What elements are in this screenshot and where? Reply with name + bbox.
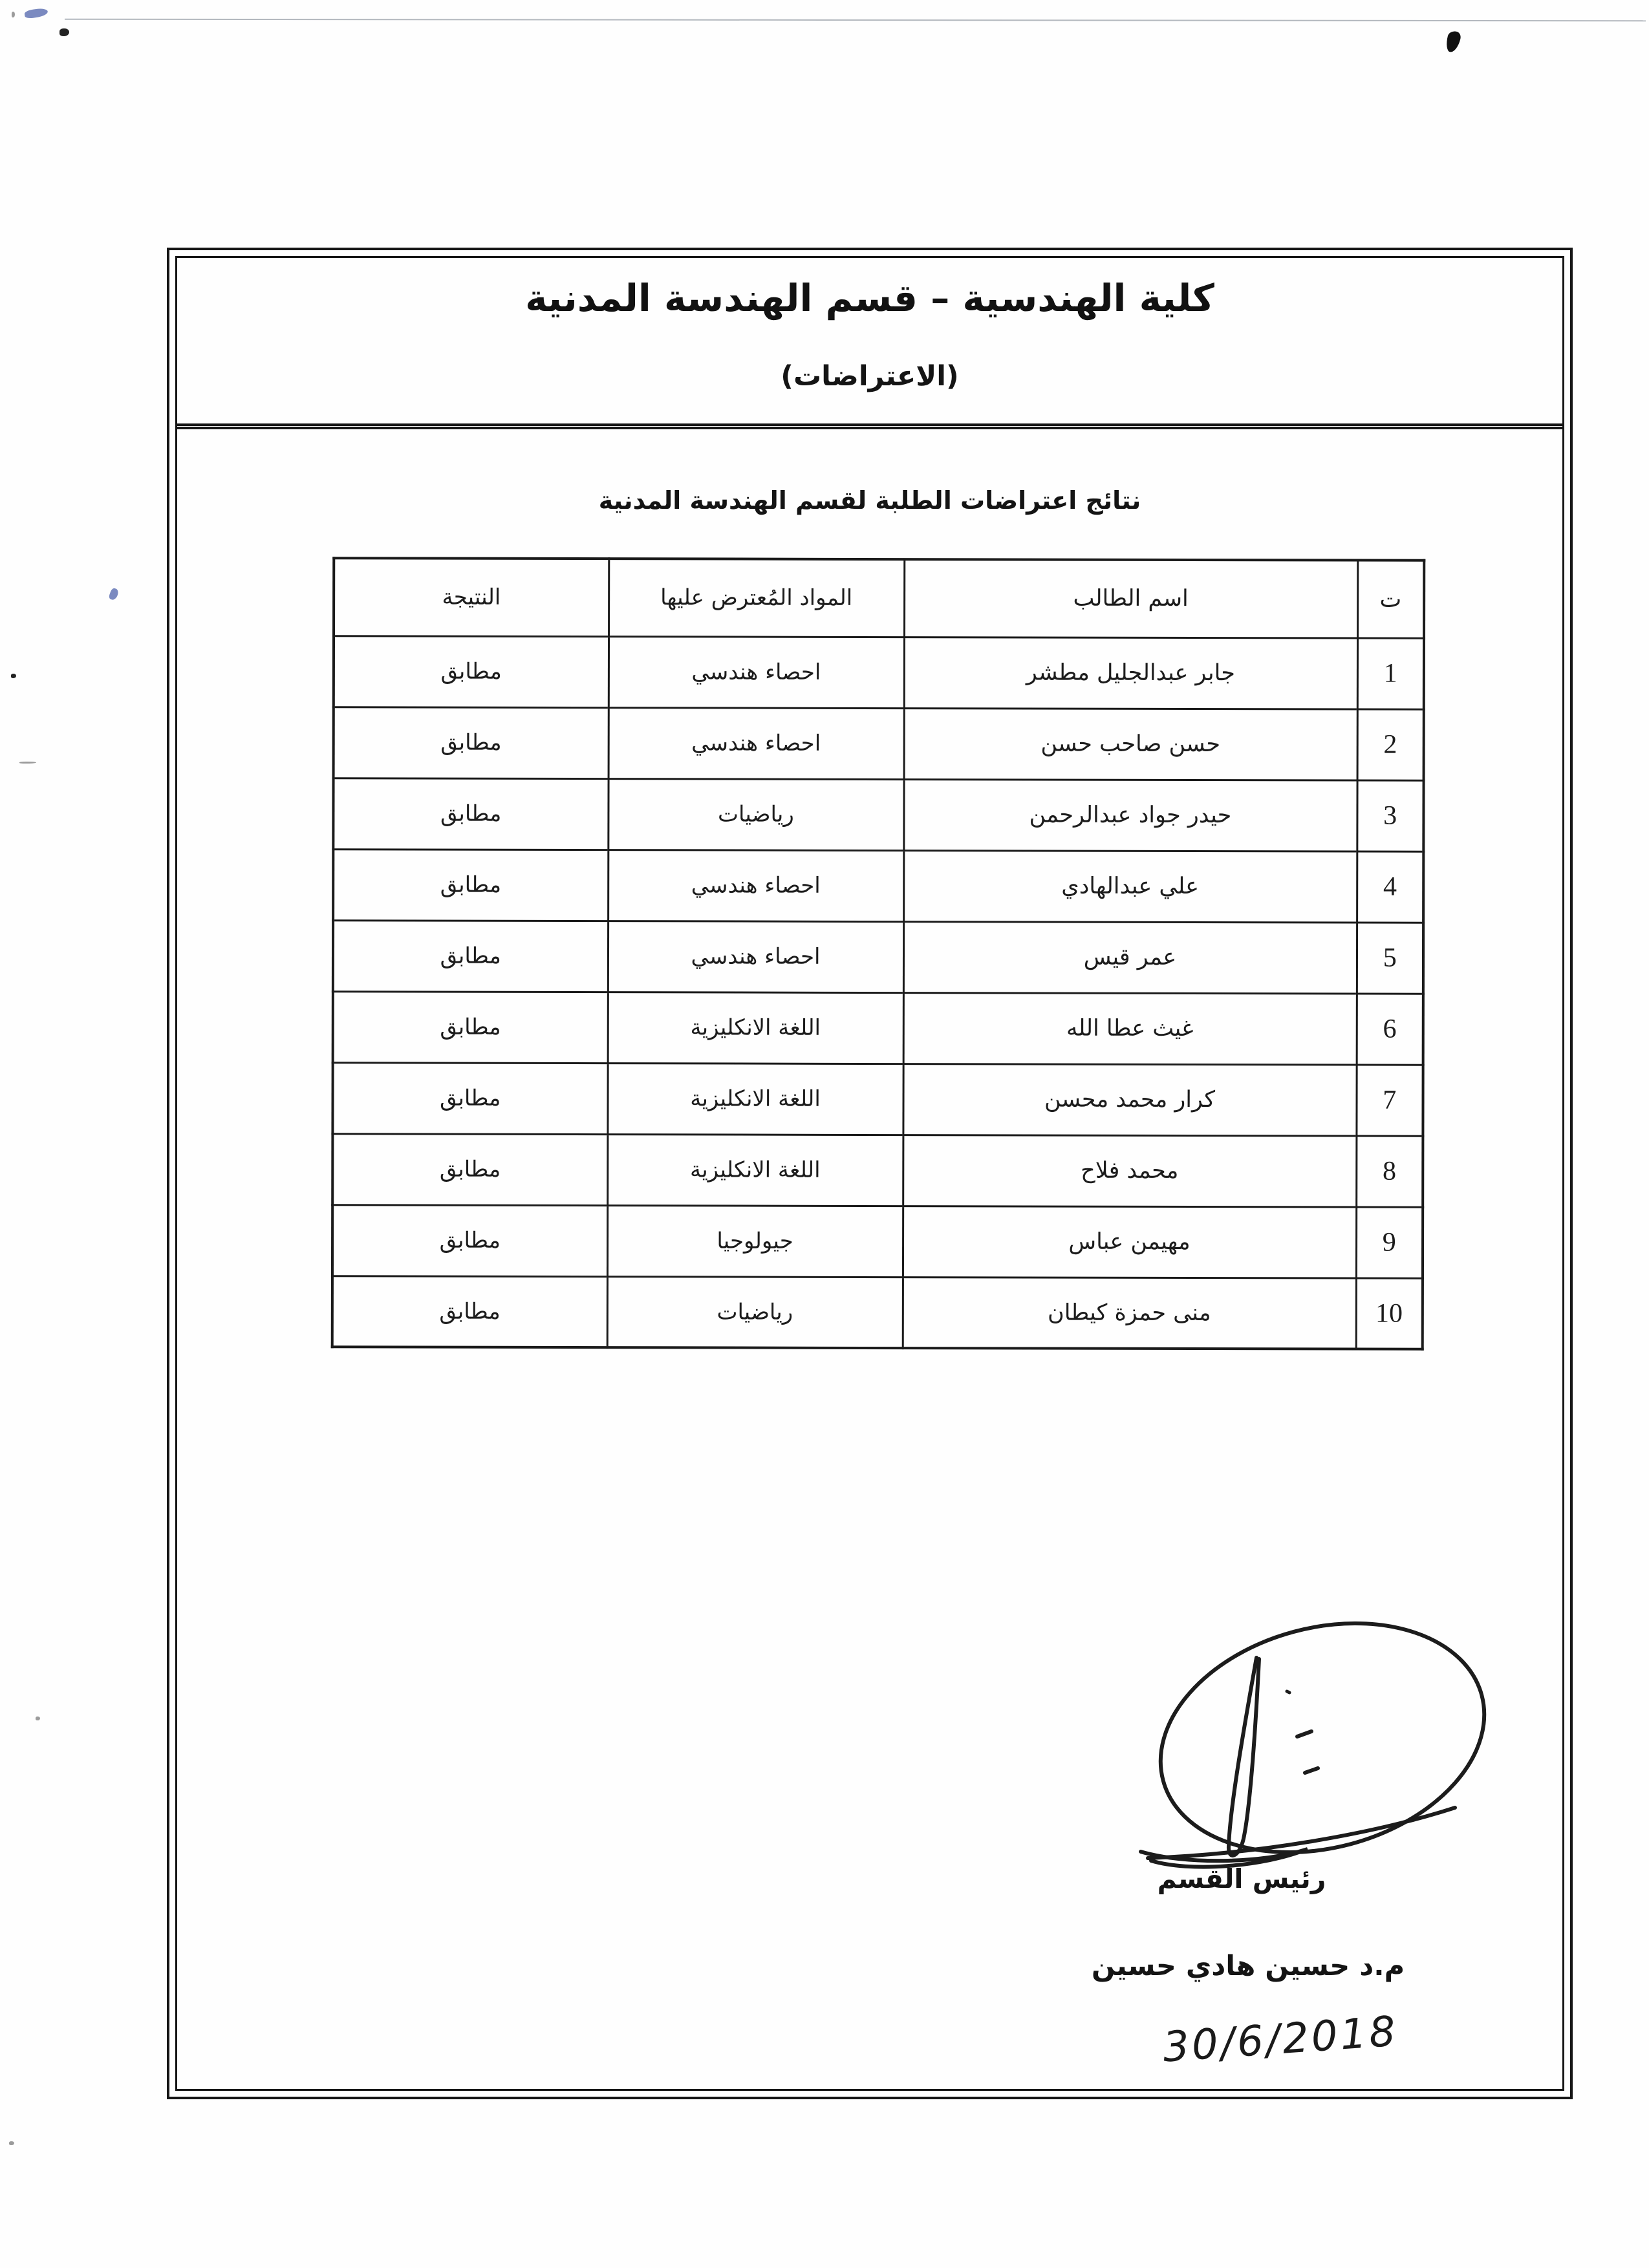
student-name: حيدر جواد عبدالرحمن [903, 779, 1357, 851]
results-table-body [332, 636, 1424, 1349]
table-title: نتائج اعتراضات الطلبة لقسم الهندسة المدنية [598, 486, 1141, 515]
objection-result: مطابق [333, 849, 608, 921]
handwritten-signature [1093, 1575, 1507, 1879]
row-index: 1 [1357, 638, 1424, 709]
student-name: كرار محمد محسن [903, 1064, 1356, 1135]
row-index: 8 [1356, 1136, 1423, 1207]
signature-date: 30/6/2018 [1161, 2007, 1400, 2072]
row-index: 10 [1356, 1278, 1423, 1349]
table-row [333, 778, 1423, 851]
objected-subject: رياضيات [607, 1276, 903, 1348]
objected-subject: اللغة الانكليزية [607, 1134, 903, 1206]
objected-subject: اللغة الانكليزية [607, 1063, 903, 1135]
table-row [332, 1133, 1423, 1207]
table-row [333, 991, 1423, 1065]
student-name: جابر عبدالجليل مطشر [904, 637, 1357, 709]
column-header-result: النتيجة [334, 558, 609, 636]
objection-result: مطابق [332, 1276, 607, 1347]
objected-subject: احصاء هندسي [608, 850, 903, 921]
column-header-index: ت [1357, 561, 1424, 638]
scan-speck [36, 1717, 40, 1720]
row-index: 7 [1356, 1065, 1423, 1136]
row-index: 4 [1357, 851, 1423, 923]
objection-result: مطابق [333, 920, 608, 992]
objected-subject: احصاء هندسي [609, 707, 904, 779]
scan-speck [59, 28, 69, 36]
objection-result: مطابق [332, 1204, 607, 1276]
row-index: 3 [1357, 780, 1423, 851]
table-row [332, 1276, 1423, 1349]
ink-drop-mark [1444, 30, 1461, 54]
objection-result: مطابق [333, 991, 608, 1063]
signer-name: م.د حسين هادي حسين [1091, 1950, 1405, 1982]
scan-hairline [65, 19, 1646, 22]
row-index: 9 [1356, 1207, 1423, 1278]
header-divider [177, 423, 1562, 429]
table-row [334, 636, 1424, 709]
table-row [333, 849, 1423, 923]
scan-speck [12, 12, 15, 17]
objected-subject: احصاء هندسي [608, 921, 903, 992]
student-name: علي عبدالهادي [903, 850, 1357, 922]
results-table [331, 557, 1426, 1351]
row-index: 5 [1357, 923, 1423, 994]
student-name: مهيمن عباس [903, 1206, 1356, 1278]
scan-speck [108, 587, 119, 601]
student-name: حسن صاحب حسن [904, 708, 1357, 780]
student-name: منى حمزة كيطان [903, 1277, 1356, 1349]
scan-speck [24, 8, 48, 19]
scan-speck [9, 2141, 14, 2145]
scan-speck [19, 762, 36, 764]
column-header-subject: المواد المُعترض عليها [609, 559, 904, 637]
row-index: 2 [1357, 709, 1424, 780]
objection-result: مطابق [334, 636, 609, 707]
page-subtitle: (الاعتراضات) [781, 360, 959, 392]
objected-subject: جيولوجيا [607, 1205, 903, 1277]
table-row [332, 1062, 1423, 1136]
table-row [332, 1204, 1423, 1278]
student-name: محمد فلاح [903, 1135, 1356, 1206]
objected-subject: رياضيات [608, 778, 903, 850]
objection-result: مطابق [334, 707, 609, 778]
table-row [333, 920, 1423, 994]
student-name: عمر قيس [903, 921, 1357, 993]
scan-speck [11, 674, 16, 678]
objection-result: مطابق [332, 1133, 607, 1205]
objected-subject: اللغة الانكليزية [608, 992, 903, 1064]
student-name: غيث عطا الله [903, 992, 1357, 1064]
column-header-name: اسم الطالب [904, 559, 1357, 637]
table-row [334, 707, 1424, 780]
page-title: كلية الهندسية – قسم الهندسة المدنية [525, 276, 1214, 320]
table-header-row [334, 558, 1424, 638]
row-index: 6 [1357, 994, 1423, 1065]
signer-role: رئيس القسم [1157, 1863, 1326, 1894]
objection-result: مطابق [333, 778, 608, 850]
objected-subject: احصاء هندسي [609, 636, 904, 708]
objection-result: مطابق [332, 1062, 607, 1134]
